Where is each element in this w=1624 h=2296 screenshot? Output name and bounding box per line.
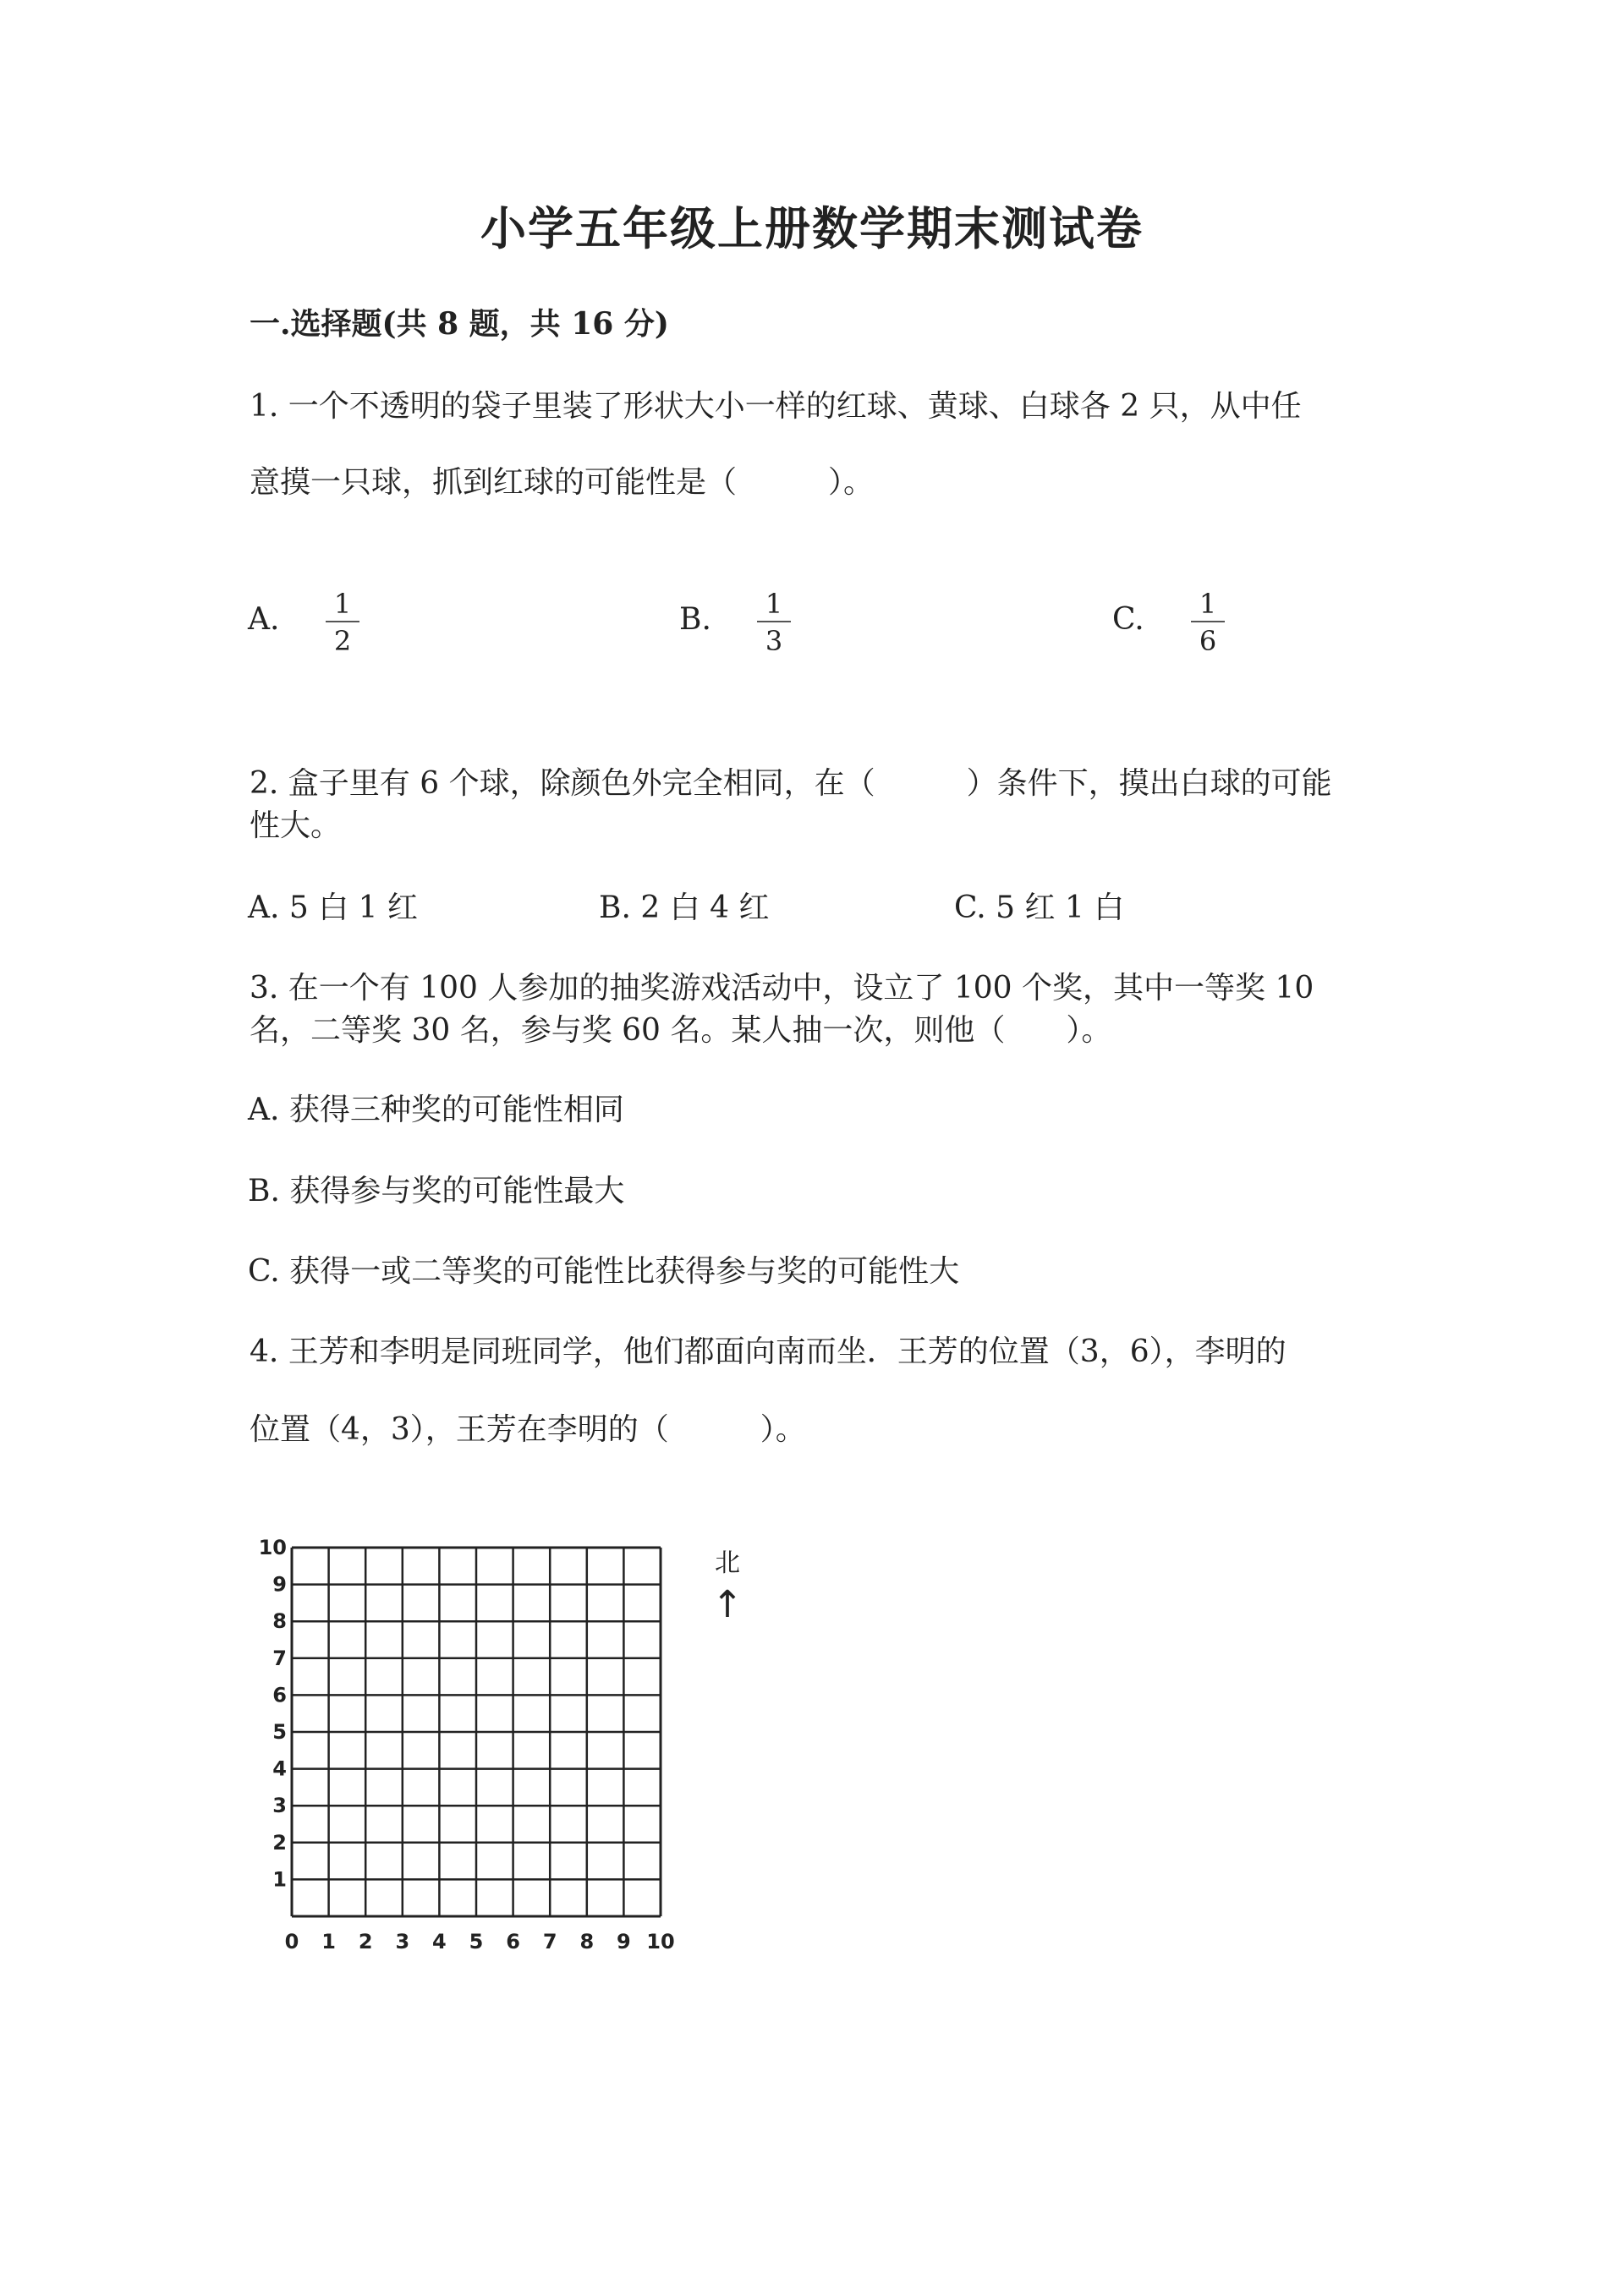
y-axis-label: 7 xyxy=(272,1646,287,1670)
x-axis-label: 9 xyxy=(617,1930,631,1954)
q2-option-b: B. 2 白 4 红 xyxy=(599,890,770,925)
q1-option-c-denominator: 6 xyxy=(1199,625,1217,657)
x-axis-label: 10 xyxy=(646,1930,675,1954)
q4-line1: 4. 王芳和李明是同班同学，他们都面向南而坐．王芳的位置（3，6），李明的 xyxy=(250,1334,1287,1369)
section-heading: 一.选择题(共 8 题，共 16 分) xyxy=(250,306,669,342)
x-axis-label: 0 xyxy=(284,1930,299,1954)
q3-option-b: B. 获得参与奖的可能性最大 xyxy=(248,1174,625,1208)
y-axis-label: 9 xyxy=(272,1572,287,1597)
q1-option-b-label: B. xyxy=(679,602,711,637)
q1-line2: 意摸一只球，抓到红球的可能性是（ ）。 xyxy=(250,465,875,500)
q1-option-a-label: A. xyxy=(248,602,280,637)
q1-option-a-fraction xyxy=(326,590,359,655)
q3-option-a: A. 获得三种奖的可能性相同 xyxy=(248,1093,624,1127)
grid-lines xyxy=(292,1548,661,1916)
q1-line1: 1. 一个不透明的袋子里装了形状大小一样的红球、黄球、白球各 2 只，从中任 xyxy=(250,389,1302,424)
north-label: 北 xyxy=(715,1548,740,1578)
coordinate-grid xyxy=(250,1522,774,1962)
q2-line1: 2. 盒子里有 6 个球，除颜色外完全相同，在（ ）条件下，摸出白球的可能 xyxy=(250,766,1332,801)
page-title: 小学五年级上册数学期末测试卷 xyxy=(480,201,1144,255)
y-axis-labels xyxy=(259,1536,287,1891)
q3-line1: 3. 在一个有 100 人参加的抽奖游戏活动中，设立了 100 个奖，其中一等奖 10 xyxy=(250,971,1314,1006)
q2-line2: 性大。 xyxy=(250,808,342,843)
y-axis-label: 3 xyxy=(272,1794,287,1818)
q1-option-a-numerator: 1 xyxy=(333,588,352,620)
q1-option-a-denominator: 2 xyxy=(333,625,352,657)
q2-option-a: A. 5 白 1 红 xyxy=(248,890,419,925)
x-axis-label: 8 xyxy=(579,1930,595,1954)
y-axis-label: 4 xyxy=(272,1756,287,1781)
x-axis-label: 4 xyxy=(432,1930,447,1954)
q4-line2: 位置（4，3），王芳在李明的（ ）。 xyxy=(250,1412,806,1447)
x-axis-label: 3 xyxy=(395,1930,410,1954)
x-axis-label: 1 xyxy=(321,1930,336,1954)
q1-option-b-numerator: 1 xyxy=(765,588,783,620)
x-axis-label: 7 xyxy=(542,1930,557,1954)
q1-option-c-label: C. xyxy=(1112,602,1144,637)
x-axis-label: 2 xyxy=(358,1930,373,1954)
q2-option-c: C. 5 红 1 白 xyxy=(954,890,1125,925)
q1-option-c-fraction xyxy=(1191,590,1225,655)
q3-line2: 名，二等奖 30 名，参与奖 60 名。某人抽一次，则他（ ）。 xyxy=(250,1013,1112,1048)
y-axis-label: 5 xyxy=(272,1720,287,1744)
y-axis-label: 6 xyxy=(272,1683,287,1707)
north-arrow-icon: ↑ xyxy=(711,1583,743,1626)
q1-option-b-fraction xyxy=(757,590,791,655)
y-axis-label: 1 xyxy=(272,1867,287,1892)
x-axis-labels xyxy=(285,1930,675,1954)
x-axis-label: 5 xyxy=(469,1930,484,1954)
y-axis-label: 10 xyxy=(258,1536,287,1559)
q3-option-c: C. 获得一或二等奖的可能性比获得参与奖的可能性大 xyxy=(248,1254,960,1289)
q1-option-b-denominator: 3 xyxy=(765,625,783,657)
y-axis-label: 2 xyxy=(272,1830,287,1855)
x-axis-label: 6 xyxy=(506,1930,520,1954)
y-axis-label: 8 xyxy=(272,1609,287,1634)
q1-option-c-numerator: 1 xyxy=(1199,588,1217,620)
